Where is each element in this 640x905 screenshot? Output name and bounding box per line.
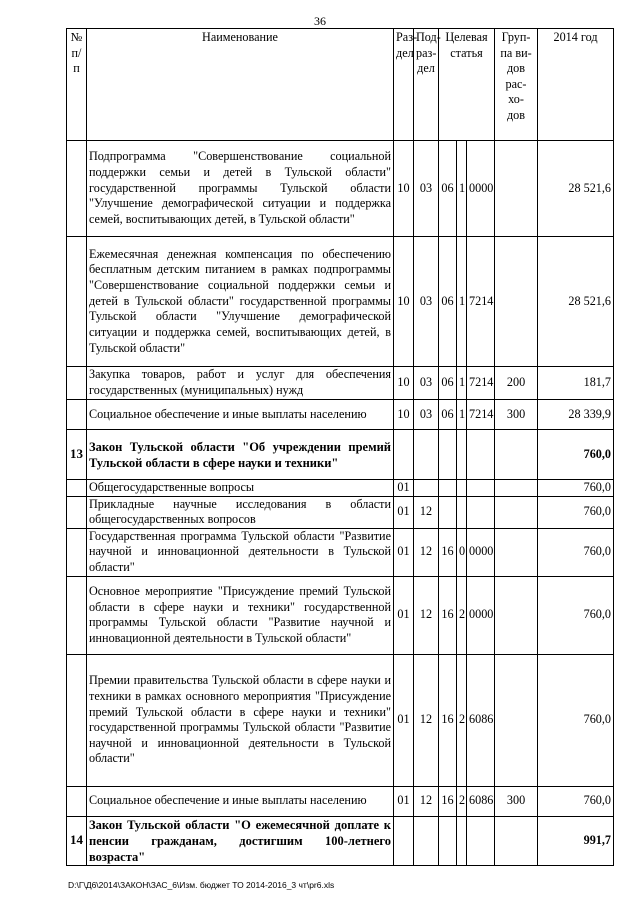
row-target-program: 06 xyxy=(439,237,457,367)
row-target-direction xyxy=(467,430,495,480)
row-expense-group xyxy=(495,496,538,528)
section-row xyxy=(67,816,614,865)
row-expense-group xyxy=(495,816,538,865)
row-section xyxy=(394,816,414,865)
row-expense-group xyxy=(495,430,538,480)
row-subsection: 12 xyxy=(414,528,439,576)
header-target-article: Целевая статья xyxy=(439,29,495,141)
row-expense-group: 200 xyxy=(495,367,538,400)
row-section: 01 xyxy=(394,576,414,654)
row-name: Закон Тульской области "Об учреждении премий Тульской области в сфере науки и техники" xyxy=(87,430,394,480)
row-target-program xyxy=(439,480,457,497)
row-name: Закон Тульской области "О ежемесячной доплате к пенсии гражданам, достигшим 100-летнего возраста" xyxy=(87,816,394,865)
row-target-subprogram: 0 xyxy=(457,528,467,576)
row-section: 10 xyxy=(394,141,414,237)
header-name: Наименование xyxy=(87,29,394,141)
row-expense-group xyxy=(495,141,538,237)
row-target-direction: 0000 xyxy=(467,576,495,654)
row-expense-group: 300 xyxy=(495,400,538,430)
row-expense-group xyxy=(495,576,538,654)
row-amount-2014: 28 521,6 xyxy=(538,237,614,367)
row-name: Премии правительства Тульской области в сфере науки и техники в рамках основного мероприятия "Присуждение премий Тульской области в сфере науки и техники" государственной программы Тульской области "Развитие научной и инновационной деятельности в Тульской области" xyxy=(87,654,394,786)
row-amount-2014: 760,0 xyxy=(538,528,614,576)
row-section: 10 xyxy=(394,367,414,400)
table-row xyxy=(67,367,614,400)
row-name: Ежемесячная денежная компенсация по обеспечению бесплатным детским питанием в рамках подпрограммы "Совершенствование социальной поддержки семьи и детей в Тульской области" государственной программы Тульской области "Улучшение демографической ситуации и поддержка семей, воспитывающих детей, в Тульской области" xyxy=(87,237,394,367)
row-target-subprogram: 1 xyxy=(457,367,467,400)
table-row xyxy=(67,528,614,576)
row-amount-2014: 760,0 xyxy=(538,576,614,654)
row-target-subprogram xyxy=(457,430,467,480)
row-target-program xyxy=(439,816,457,865)
table-row xyxy=(67,786,614,816)
row-target-direction xyxy=(467,480,495,497)
row-target-program xyxy=(439,496,457,528)
row-expense-group xyxy=(495,237,538,367)
header-subsection: Под- раз- дел xyxy=(414,29,439,141)
row-number: 14 xyxy=(67,816,87,865)
row-name: Подпрограмма "Совершенствование социальной поддержки семьи и детей в Тульской области" государственной программы Тульской области "Улучшение демографической ситуации и поддержка семей, воспитывающих детей, в Тульской области" xyxy=(87,141,394,237)
row-number xyxy=(67,576,87,654)
header-expense-group: Груп- па ви- дов рас- хо- дов xyxy=(495,29,538,141)
row-target-subprogram: 1 xyxy=(457,141,467,237)
row-target-subprogram: 2 xyxy=(457,786,467,816)
row-target-program xyxy=(439,430,457,480)
row-name: Общегосударственные вопросы xyxy=(87,480,394,497)
row-target-direction: 7214 xyxy=(467,400,495,430)
table-row xyxy=(67,141,614,237)
table-row xyxy=(67,576,614,654)
row-target-program: 06 xyxy=(439,367,457,400)
row-subsection: 12 xyxy=(414,786,439,816)
row-section: 10 xyxy=(394,400,414,430)
row-subsection: 03 xyxy=(414,141,439,237)
row-expense-group xyxy=(495,480,538,497)
row-subsection xyxy=(414,816,439,865)
row-number xyxy=(67,480,87,497)
table-row xyxy=(67,400,614,430)
row-subsection: 03 xyxy=(414,400,439,430)
row-section: 10 xyxy=(394,237,414,367)
row-target-direction: 6086 xyxy=(467,786,495,816)
row-amount-2014: 760,0 xyxy=(538,496,614,528)
row-section: 01 xyxy=(394,786,414,816)
row-target-direction: 0000 xyxy=(467,141,495,237)
row-target-subprogram: 1 xyxy=(457,237,467,367)
row-number: 13 xyxy=(67,430,87,480)
row-amount-2014: 991,7 xyxy=(538,816,614,865)
section-row xyxy=(67,430,614,480)
row-target-subprogram: 2 xyxy=(457,576,467,654)
row-amount-2014: 28 339,9 xyxy=(538,400,614,430)
row-subsection xyxy=(414,480,439,497)
budget-table xyxy=(66,28,614,866)
table-row xyxy=(67,654,614,786)
row-name: Основное мероприятие "Присуждение премий Тульской области в сфере науки и техники" государственной программы Тульской области "Развитие научной и инновационной деятельности в Тульской области" xyxy=(87,576,394,654)
header-num: № п/ п xyxy=(67,29,87,141)
row-subsection: 03 xyxy=(414,367,439,400)
row-target-direction xyxy=(467,496,495,528)
row-amount-2014: 760,0 xyxy=(538,654,614,786)
row-number xyxy=(67,367,87,400)
row-expense-group xyxy=(495,654,538,786)
row-subsection: 12 xyxy=(414,576,439,654)
header-year: 2014 год xyxy=(538,29,614,141)
page-number: 36 xyxy=(314,14,326,28)
row-subsection: 03 xyxy=(414,237,439,367)
row-target-direction: 7214 xyxy=(467,237,495,367)
row-name: Социальное обеспечение и иные выплаты населению xyxy=(87,786,394,816)
row-section: 01 xyxy=(394,480,414,497)
row-number xyxy=(67,141,87,237)
row-name: Государственная программа Тульской области "Развитие научной и инновационной деятельности в Тульской области" xyxy=(87,528,394,576)
row-amount-2014: 760,0 xyxy=(538,480,614,497)
row-amount-2014: 760,0 xyxy=(538,430,614,480)
table-row xyxy=(67,237,614,367)
row-target-direction: 0000 xyxy=(467,528,495,576)
table-row xyxy=(67,496,614,528)
row-section xyxy=(394,430,414,480)
row-target-subprogram xyxy=(457,496,467,528)
row-expense-group: 300 xyxy=(495,786,538,816)
row-target-direction: 7214 xyxy=(467,367,495,400)
row-target-direction: 6086 xyxy=(467,654,495,786)
row-number xyxy=(67,528,87,576)
row-number xyxy=(67,496,87,528)
row-number xyxy=(67,786,87,816)
row-expense-group xyxy=(495,528,538,576)
row-target-subprogram xyxy=(457,816,467,865)
row-subsection: 12 xyxy=(414,654,439,786)
row-target-direction xyxy=(467,816,495,865)
row-target-subprogram: 1 xyxy=(457,400,467,430)
row-target-program: 06 xyxy=(439,141,457,237)
header-row xyxy=(67,29,614,141)
row-target-program: 16 xyxy=(439,576,457,654)
table-row xyxy=(67,480,614,497)
row-number xyxy=(67,400,87,430)
row-amount-2014: 760,0 xyxy=(538,786,614,816)
row-number xyxy=(67,237,87,367)
row-section: 01 xyxy=(394,528,414,576)
row-amount-2014: 28 521,6 xyxy=(538,141,614,237)
row-name: Прикладные научные исследования в области общегосударственных вопросов xyxy=(87,496,394,528)
header-section: Раз- дел xyxy=(394,29,414,141)
row-target-program: 16 xyxy=(439,528,457,576)
row-target-program: 16 xyxy=(439,654,457,786)
row-target-subprogram xyxy=(457,480,467,497)
row-name: Социальное обеспечение и иные выплаты населению xyxy=(87,400,394,430)
row-target-program: 06 xyxy=(439,400,457,430)
row-section: 01 xyxy=(394,654,414,786)
row-subsection: 12 xyxy=(414,496,439,528)
row-subsection xyxy=(414,430,439,480)
row-target-subprogram: 2 xyxy=(457,654,467,786)
row-amount-2014: 181,7 xyxy=(538,367,614,400)
row-number xyxy=(67,654,87,786)
row-name: Закупка товаров, работ и услуг для обеспечения государственных (муниципальных) нужд xyxy=(87,367,394,400)
row-section: 01 xyxy=(394,496,414,528)
footer-file-path: D:\Г\Д6\2014\ЗАКОН\ЗАС_6\Изм. бюджет ТО 2014-2016_3 чт\pr6.xls xyxy=(68,880,335,890)
row-target-program: 16 xyxy=(439,786,457,816)
